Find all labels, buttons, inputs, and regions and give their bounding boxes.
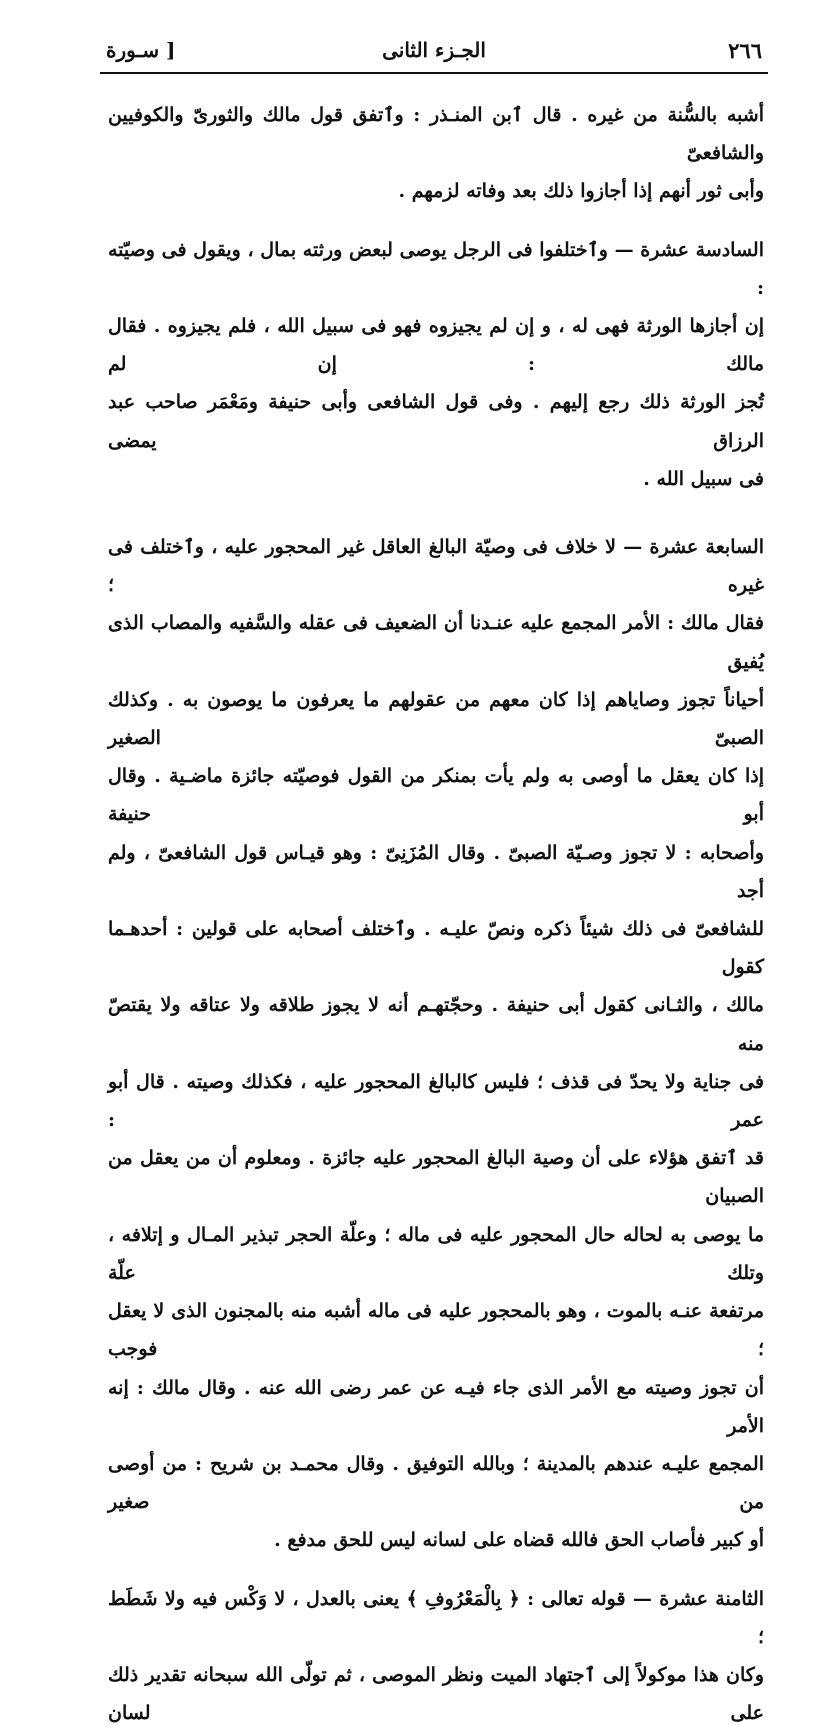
page-number: ٢٦٦ — [728, 38, 762, 63]
text-line: وأصحابه : لا تجوز وصـيّة الصبىّ . وقال المُزَنِىّ : وهو قيـاس قول الشافعىّ ، ولم أجد — [108, 841, 764, 902]
paragraph-seventeenth — [108, 528, 764, 1559]
text-line: للشافعىّ فى ذلك شيئاً ذكره ونصّ عليـه . وٱختلف أصحابه على قولين : أحدهـما كقول — [108, 918, 764, 979]
text-line: وأبى ثور أنهم إذا أجازوا ذلك بعد وفاته لزمهم . — [398, 180, 764, 203]
header-rule — [100, 72, 768, 74]
text-line: أشبه بالسُّنة من غيره . قال ٱبن المنـذر : وٱتفق قول مالك والثورىّ والكوفيين والشافعىّ — [108, 104, 764, 165]
paragraph-eighteenth — [108, 1580, 764, 1732]
text-line: وكان هذا موكولاً إلى ٱجتهاد الميت ونظر الموصى ، ثم تولّى الله سبحانه تقدير ذلك على لسان — [108, 1663, 764, 1725]
text-line: مرتفعة عنـه بالموت ، وهو بالمحجور عليه فى ماله أشبه منه بالمجنون الذى لا يعقل ؛ فوجب — [108, 1300, 764, 1361]
paragraph-sixteenth — [108, 231, 764, 498]
paragraph — [108, 96, 764, 211]
text-line: إن أجازها الورثة فهى له ، و إن لم يجيزوه فهو فى سبيل الله ، فلم يجيزوه . فقال مالك : إن لم — [108, 315, 764, 376]
running-title: الجـزء الثانى — [382, 38, 486, 62]
surah-label: [ سـورة — [106, 38, 176, 62]
text-line: مالك ، والثـانى كقول أبى حنيفة . وحجّتهـم أنه لا يجوز طلاقه ولا عتاقه ولا يقتصّ منه — [108, 994, 764, 1055]
text-line: قد ٱتفق هؤلاء على أن وصية البالغ المحجور عليه جائزة . ومعلوم أن من يعقل من الصبيان — [108, 1147, 764, 1208]
text-line: إذا كان يعقل ما أوصى به ولم يأت بمنكر من القول فوصيّته جائزة ماضـية . وقال أبو حنيفة — [108, 765, 764, 826]
text-line: أحياناً تجوز وصاياهم إذا كان معهم من عقولهم ما يعرفون ما يوصون به . وكذلك الصبىّ الصغير — [108, 688, 764, 750]
text-line: أو كبير فأصاب الحق فالله قضاه على لسانه ليس للحق مدفع . — [274, 1529, 764, 1552]
text-line: فى جناية ولا يحدّ فى قذف ؛ فليس كالبالغ المحجور عليه ، فكذلك وصيته . قال أبو عمر : — [108, 1070, 764, 1132]
text-line: تُجز الورثة ذلك رجع إليهم . وفى قول الشافعى وأبى حنيفة ومَعْمَر صاحب عبد الرزاق يمضى — [108, 391, 764, 452]
text-line: السابعة عشرة — لا خلاف فى وصيّة البالغ العاقل غير المحجور عليه ، وٱختلف فى غيره ؛ — [108, 536, 764, 597]
text-line: فى سبيل الله . — [643, 467, 764, 490]
text-line: المجمع عليـه عندهم بالمدينة ؛ وبالله التوفيق . وقال محمـد بن شريح : من أوصى من صغير — [108, 1452, 764, 1514]
text-line: ما يوصى به لحاله حال المحجور عليه فى ماله ؛ وعلّة الحجر تبذير المـال و إتلافه ، وتلك علّة — [108, 1223, 764, 1284]
text-line: فقال مالك : الأمر المجمع عليه عنـدنا أن الضعيف فى عقله والسَّفيه والمصاب الذى يُفيق — [108, 612, 764, 673]
text-line: السادسة عشرة — وٱختلفوا فى الرجل يوصى لبعض ورثته بمال ، ويقول فى وصيّته : — [108, 238, 764, 299]
page-body — [108, 96, 764, 1732]
text-line: الثامنة عشرة — قوله تعالى : ﴿ بِالْمَعْرُوفِ ﴾ يعنى بالعدل ، لا وَكْس فيه ولا شَطَط ؛ — [108, 1587, 764, 1648]
page-header — [100, 32, 768, 72]
text-line: أن تجوز وصيته مع الأمر الذى جاء فيـه عن عمر رضى الله عنه . وقال مالك : إنه الأمر — [108, 1376, 764, 1437]
